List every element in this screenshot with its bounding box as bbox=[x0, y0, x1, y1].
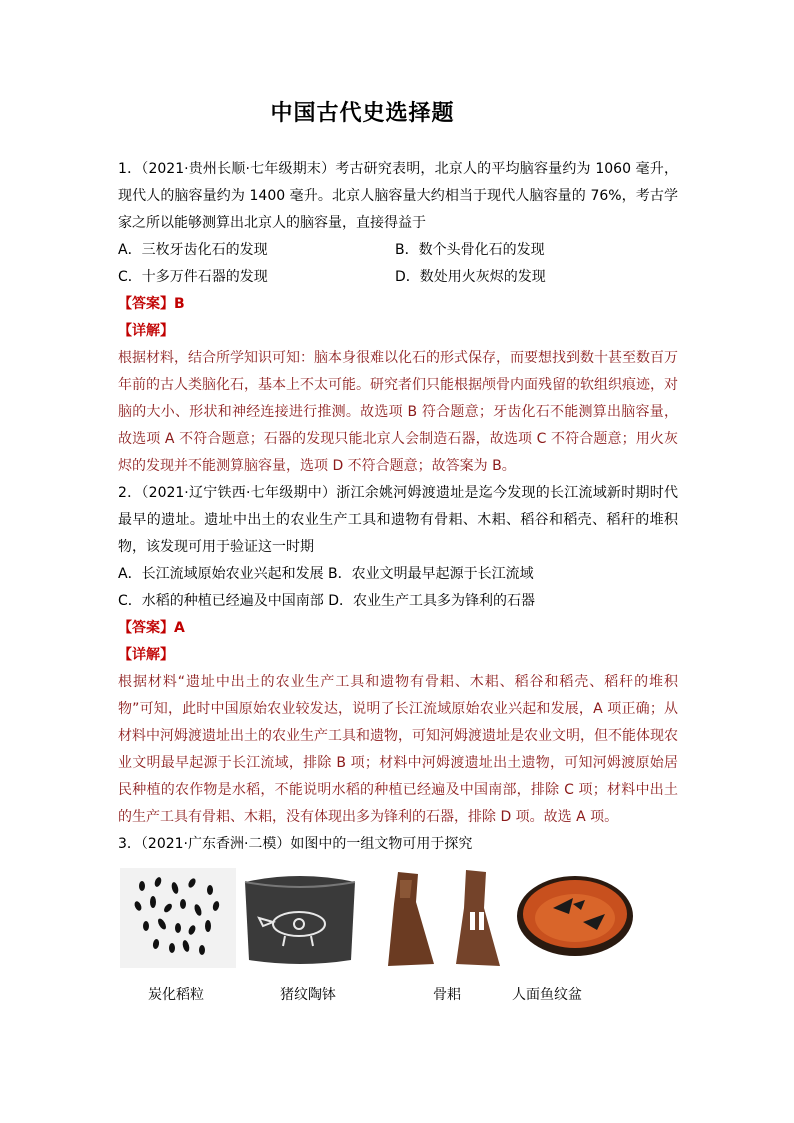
question-1-detail: 根据材料，结合所学知识可知：脑本身很难以化石的形式保存，而要想找到数十甚至数百万年前的古人类脑化石，基本上不太可能。研究者们只能根据颅骨内面残留的软组织痕迹，对脑的大小、形状和神经连接进行推测。故选项 B 符合题意；牙齿化石不能测算出脑容量，故选项 A 不符合题意；石器的发现只能北京人会制造石器，故选项 C 不符合题意；用火灰烬的发现并不能测算脑容量，选项 D 不符合题意；故答案为 B。 bbox=[118, 350, 678, 474]
bone-spade-image-1 bbox=[376, 868, 446, 972]
question-1-answer: 【答案】B bbox=[118, 296, 185, 312]
artifact-captions bbox=[118, 982, 678, 1008]
question-2-stem: 2．（2021·辽宁铁西·七年级期中）浙江余姚河姆渡遗址是迄今发现的长江流域新时期时代最早的遗址。遗址中出土的农业生产工具和遗物有骨耜、木耜、稻谷和稻壳、稻秆的堆积物，该发现可用于验证这一时期 bbox=[118, 485, 678, 555]
pig-pottery-image bbox=[241, 868, 359, 968]
caption-carbonized-rice: 炭化稻粒 bbox=[148, 987, 204, 1003]
carbonized-rice-image bbox=[120, 868, 236, 968]
bone-spade-image-2 bbox=[448, 868, 508, 972]
question-2-detail-label: 【详解】 bbox=[118, 647, 174, 663]
question-1-options-row-2 bbox=[118, 264, 678, 291]
question-2-detail: 根据材料“遗址中出土的农业生产工具和遗物有骨耜、木耜、稻谷和稻壳、稻秆的堆积物”可知，此时中国原始农业较发达，说明了长江流域原始农业兴起和发展，A 项正确；从材料中河姆渡遗址出土的农业生产工具和遗物，可知河姆渡遗址是农业文明，但不能体现农业文明最早起源于长江流域，排除 B 项；材料中河姆渡遗址出土遗物，可知河姆渡原始居民种植的农作物是水稻，不能说明水稻的种植已经遍及中国南部，排除 C 项；材料中出土的生产工具有骨耜、木耜，没有体现出多为锋利的石器，排除 D 项。故选 A 项。 bbox=[118, 674, 678, 825]
page-title: 中国古代史选择题 bbox=[270, 101, 455, 126]
question-3-stem: 3．（2021·广东香洲·二模）如图中的一组文物可用于探究 bbox=[118, 836, 473, 852]
option-b: B．数个头骨化石的发现 bbox=[395, 242, 545, 258]
question-2-answer: 【答案】A bbox=[118, 620, 185, 636]
option-d: D．数处用火灰烬的发现 bbox=[395, 269, 546, 285]
question-content bbox=[118, 156, 678, 1008]
question-1-options-row-1 bbox=[118, 237, 678, 264]
option-c: C．十多万件石器的发现 bbox=[118, 269, 268, 285]
question-2-options-ab: A．长江流域原始农业兴起和发展 B．农业文明最早起源于长江流域 bbox=[118, 566, 534, 582]
option-a: A．三枚牙齿化石的发现 bbox=[118, 242, 268, 258]
question-2-options-cd: C．水稻的种植已经遍及中国南部 D．农业生产工具多为锋利的石器 bbox=[118, 593, 536, 609]
question-1-stem: 1．（2021·贵州长顺·七年级期末）考古研究表明，北京人的平均脑容量约为 1060 毫升，现代人的脑容量约为 1400 毫升。北京人脑容量大约相当于现代人脑容量的 76%，考古学家之所以能够测算出北京人的脑容量，直接得益于 bbox=[118, 161, 678, 231]
question-1-detail-label: 【详解】 bbox=[118, 323, 174, 339]
fish-basin-image bbox=[513, 868, 637, 972]
caption-pig-pottery: 猪纹陶钵 bbox=[280, 987, 336, 1003]
caption-bone-spade: 骨耜 bbox=[433, 987, 461, 1003]
caption-fish-basin: 人面鱼纹盆 bbox=[512, 987, 582, 1003]
artifact-images bbox=[118, 868, 678, 978]
